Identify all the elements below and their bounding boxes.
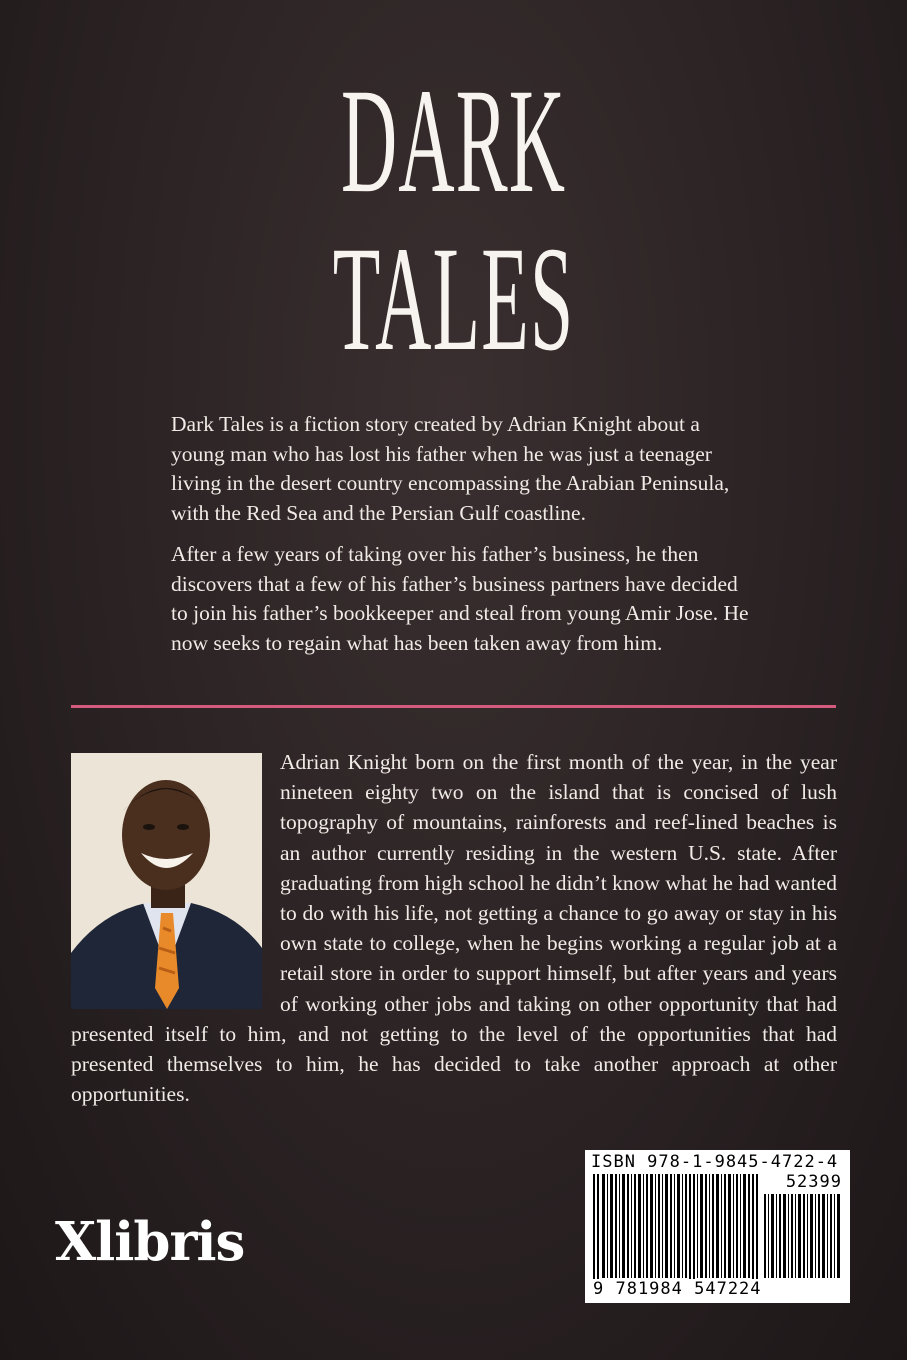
blurb-paragraph-1: Dark Tales is a fiction story created by Adrian Knight about a young man who has lost his father when he was just a teenager living in the desert country encompassing the Arabian Peninsula, with the Red Sea and the Persian Gulf coastline. [171,412,730,525]
price-code: 52399 [785,1172,842,1192]
isbn-number: ISBN 978-1-9845-4722-4 [591,1152,839,1172]
section-divider [71,705,836,708]
author-bio [71,747,837,1109]
book-title [0,58,907,382]
blurb-paragraph-2: After a few years of taking over his father’s business, he then discovers that a few of his father’s business partners have decided to join his father’s bookkeeper and steal from young Amir Jose. He now seeks to regain what has been taken away from him. [171,542,749,655]
title-line-dark: DARK [340,58,567,224]
ean-number: 9 781984 547224 [593,1279,762,1299]
isbn-barcode [585,1150,850,1303]
photo-spacer [71,747,280,1012]
publisher-logo: Xlibris [55,1211,245,1273]
author-bio-text: Adrian Knight born on the first month of the year, in the year nineteen eighty two on the island that is concised of lush topography of mountains, rainforests and reef-lined beaches is an author currently residing in the western U.S. state. After graduating from high school he didn’t know what he had wanted to do with his life, not getting a chance to go away or stay in his own state to college, when he begins working a regular job at a retail store in order to support himself, but after years and years of working other jobs and taking on other opportunity that had presented itself to him, and not getting to the level of the opportunities that had presented themselves to him, he has decided to take another approach at other opportunities. [71,750,837,1107]
book-blurb [171,410,751,670]
title-line-tales: TALES [332,216,575,382]
